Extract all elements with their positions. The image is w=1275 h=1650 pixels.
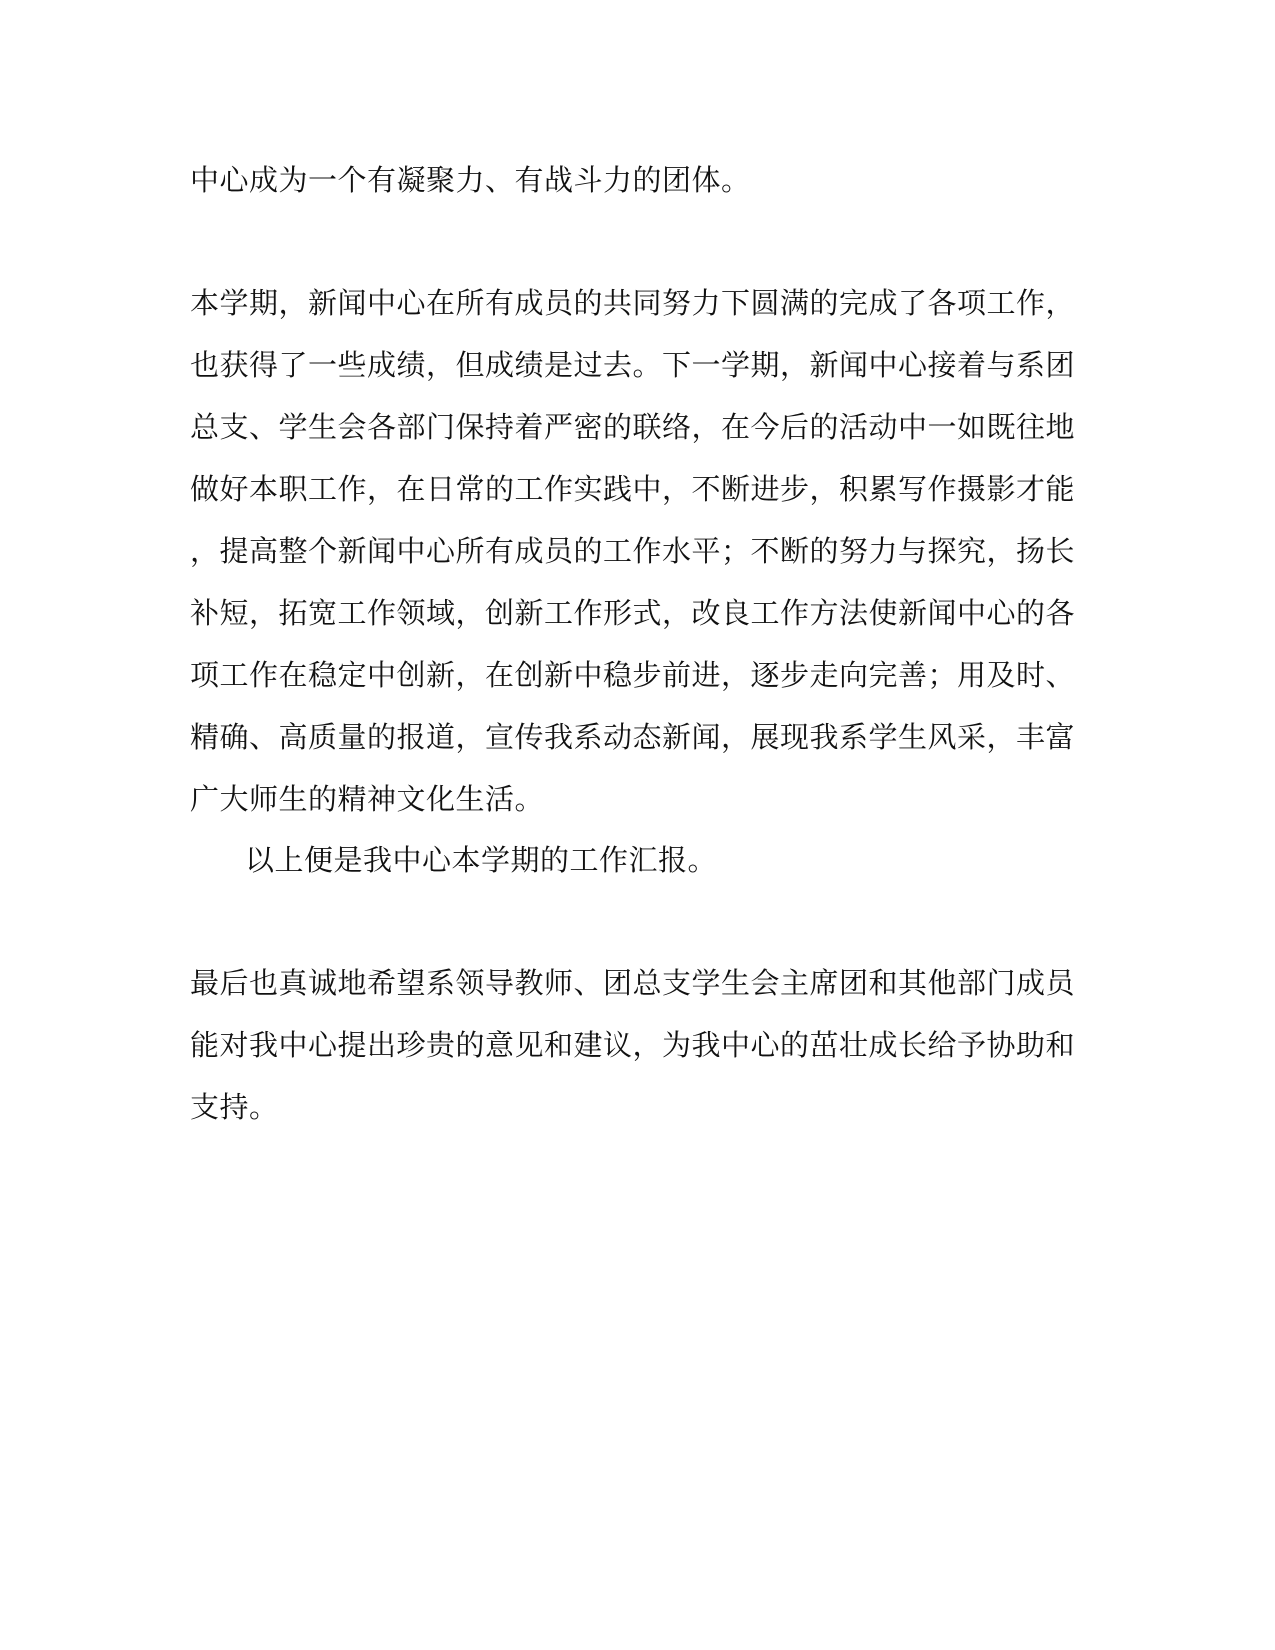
text-line: 广大师生的精神文化生活。: [190, 782, 545, 816]
text-line: ，提高整个新闻中心所有成员的工作水平；不断的努力与探究，扬长: [190, 534, 1076, 568]
text-line: 支持。: [190, 1090, 279, 1124]
text-line: 中心成为一个有凝聚力、有战斗力的团体。: [190, 163, 751, 197]
text-line: 精确、高质量的报道，宣传我系动态新闻，展现我系学生风采，丰富: [190, 720, 1076, 754]
text-line: 项工作在稳定中创新，在创新中稳步前进，逐步走向完善；用及时、: [190, 658, 1076, 692]
text-line: 能对我中心提出珍贵的意见和建议，为我中心的茁壮成长给予协助和: [190, 1028, 1076, 1062]
text-line: 总支、学生会各部门保持着严密的联络，在今后的活动中一如既往地: [190, 410, 1076, 444]
text-line-indented: 以上便是我中心本学期的工作汇报。: [245, 843, 718, 877]
text-line: 也获得了一些成绩，但成绩是过去。下一学期，新闻中心接着与系团: [190, 348, 1076, 382]
text-line: 做好本职工作，在日常的工作实践中，不断进步，积累写作摄影才能: [190, 472, 1076, 506]
text-line: 本学期，新闻中心在所有成员的共同努力下圆满的完成了各项工作，: [190, 286, 1076, 320]
text-line: 最后也真诚地希望系领导教师、团总支学生会主席团和其他部门成员: [190, 966, 1076, 1000]
text-line: 补短，拓宽工作领域，创新工作形式，改良工作方法使新闻中心的各: [190, 596, 1076, 630]
